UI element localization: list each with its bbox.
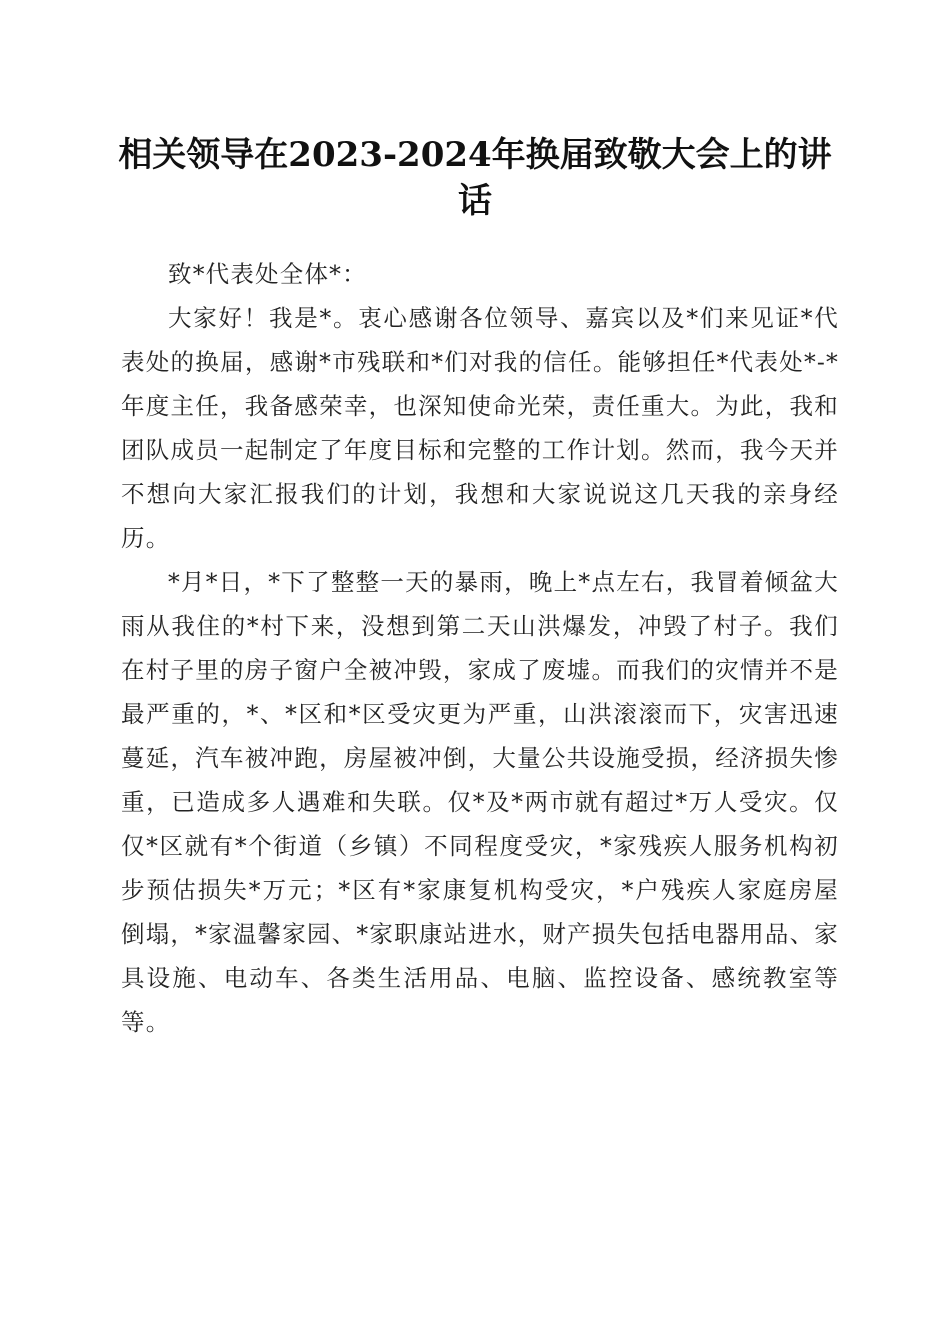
document-body [121, 252, 839, 1044]
paragraph-flood-account: *月*日，*下了整整一天的暴雨，晚上*点左右，我冒着倾盆大雨从我住的*村下来，没想到第二天山洪爆发，冲毁了村子。我们在村子里的房子窗户全被冲毁，家成了废墟。而我们的灾情并不是最严重的，*、*区和*区受灾更为严重，山洪滚滚而下，灾害迅速蔓延，汽车被冲跑，房屋被冲倒，大量公共设施受损，经济损失惨重，已造成多人遇难和失联。仅*及*两市就有超过*万人受灾。仅仅*区就有*个街道（乡镇）不同程度受灾，*家残疾人服务机构初步预估损失*万元；*区有*家康复机构受灾，*户残疾人家庭房屋倒塌，*家温馨家园、*家职康站进水，财产损失包括电器用品、家具设施、电动车、各类生活用品、电脑、监控设备、感统教室等等。 [121, 568, 839, 1036]
document-title: 相关领导在2023-2024年换届致敬大会上的讲话 [118, 135, 832, 221]
paragraph-greeting: 大家好！我是*。衷心感谢各位领导、嘉宾以及*们来见证*代表处的换届，感谢*市残联和*们对我的信任。能够担任*代表处*-*年度主任，我备感荣幸，也深知使命光荣，责任重大。为此，我和团队成员一起制定了年度目标和完整的工作计划。然而，我今天并不想向大家汇报我们的计划，我想和大家说说这几天我的亲身经历。 [121, 304, 839, 552]
salutation: 致*代表处全体*： [168, 260, 367, 288]
